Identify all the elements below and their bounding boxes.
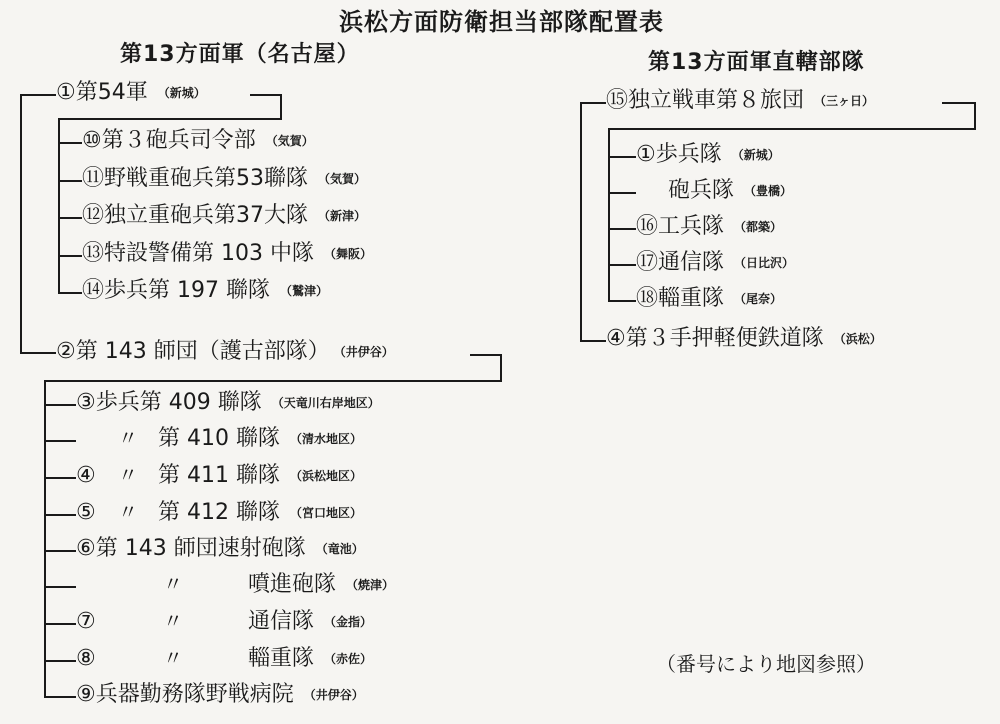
connector-line [608,228,636,230]
location-label: （金指） [324,615,373,629]
location-label: （三ヶ日） [814,94,875,108]
group1-item [82,130,314,152]
right-item [668,180,792,202]
connector-line [20,94,56,96]
unit-label: ⑪野戦重砲兵第53聯隊 [82,166,308,191]
connector-line [580,102,606,104]
unit-label: ⑮独立戦車第８旅団 [606,88,805,113]
unit-label: ⑥ [76,536,96,561]
bracket-line [44,380,502,382]
group2-item [76,538,364,560]
connector-line [44,623,76,625]
bracket-line [500,354,502,380]
connector-line [44,404,76,406]
unit-label: 第 412 聯隊 [158,500,280,525]
group1-trunk-line [58,118,60,292]
location-label: （鷲津） [279,284,328,298]
group2-item [76,684,364,706]
group1-item [82,280,328,302]
location-label: （井伊谷） [303,688,364,702]
bracket-line [250,94,280,96]
unit-label: 輜重隊 [248,646,315,671]
ditto-mark: 〃 [118,463,138,487]
unit-label: ⑧ [76,646,96,671]
unit-label: ⑯工兵隊 [636,214,725,239]
location-label: （気賀） [265,134,314,148]
unit-label: ⑬特設警備第 103 中隊 [82,241,314,266]
unit-label: 兵器勤務隊野戦病院 [95,682,294,707]
location-label: （天竜川右岸地区） [271,396,380,410]
location-label: （気賀） [318,172,367,186]
group1-item [82,168,366,190]
ditto-mark: 〃 [163,572,183,596]
connector-line [608,264,636,266]
group2-item [76,428,362,450]
location-label: （赤佐） [324,652,373,666]
page-title: 浜松方面防衛担当部隊配置表 [339,8,664,36]
connector-line [44,550,76,552]
group2-item [76,502,362,524]
right-group-trunk-line [608,128,610,300]
bracket-line [470,354,500,356]
unit-label: ①歩兵隊 [636,142,722,167]
bracket-line [58,118,282,120]
connector-line [44,660,76,662]
location-label: （浜松地区） [289,469,362,483]
unit-label: ③ [76,390,96,415]
unit-label: 歩兵第 409 聯隊 [95,390,262,415]
connector-line [44,477,76,479]
unit-label: 第 143 師団速射砲隊 [95,536,306,561]
unit-label: ④ [76,463,96,488]
right-item [636,144,780,166]
unit-label: 砲兵隊 [668,178,735,203]
location-label: （焼津） [346,578,395,592]
connector-line [58,142,82,144]
group1-item [82,205,366,227]
unit-label: ⑨ [76,682,96,707]
unit-label: ⑦ [76,609,96,634]
ditto-mark: 〃 [118,426,138,450]
location-label: （宮口地区） [289,506,362,520]
connector-line [608,192,636,194]
location-label: （尾奈） [734,292,783,306]
location-label: （都築） [734,220,783,234]
right-item [636,216,782,238]
location-label: （井伊谷） [339,345,394,359]
group2-label [56,341,394,363]
ditto-mark: 〃 [163,646,183,670]
unit-label: 第 410 聯隊 [158,426,280,451]
connector-line [58,292,82,294]
group2-item [76,611,372,633]
left-trunk-line [20,94,22,352]
ditto-mark: 〃 [118,500,138,524]
connector-line [608,300,636,302]
unit-label: ④第３手押軽便鉄道隊 [606,326,824,351]
bracket-line [942,102,974,104]
location-label: （新津） [318,209,367,223]
unit-label: ⑱輜重隊 [636,286,725,311]
group2-item [76,465,362,487]
connector-line [58,217,82,219]
right-group-label [606,90,874,112]
group2-item [76,574,394,596]
connector-line [58,255,82,257]
location-label: （日比沢） [734,256,795,270]
location-label: （豊橋） [744,184,793,198]
bracket-line [280,94,282,118]
unit-label: ①第54軍 [56,80,148,105]
group2-trunk-line [44,380,46,696]
connector-line [44,586,76,588]
ditto-mark: 〃 [163,609,183,633]
unit-label: 第 411 聯隊 [158,463,280,488]
right-trunk-line [580,102,582,340]
unit-label: ⑤ [76,500,96,525]
location-label: （清水地区） [289,432,362,446]
group2-item [76,392,380,414]
unit-label: 通信隊 [248,609,315,634]
connector-line [580,340,606,342]
unit-label: ⑫独立重砲兵第37大隊 [82,203,308,228]
connector-line [44,514,76,516]
right-item [636,288,782,310]
unit-label: 噴進砲隊 [248,572,337,597]
location-label: （浜松） [833,332,882,346]
connector-line [44,440,76,442]
connector-line [58,180,82,182]
bracket-line [974,102,976,128]
connector-line [608,156,636,158]
group2-item [76,648,372,670]
location-label: （竜池） [315,542,364,556]
unit-label: ⑭歩兵第 197 聯隊 [82,278,270,303]
group1-item [82,243,372,265]
connector-line [20,352,56,354]
unit-label: ②第 143 師団（護古部隊） [56,339,330,364]
location-label: （新城） [157,86,206,100]
connector-line [44,696,76,698]
right-header: 第13方面軍直轄部隊 [648,50,865,75]
unit-label: ⑰通信隊 [636,250,725,275]
left-header: 第13方面軍（名古屋） [120,42,360,67]
location-label: （舞阪） [323,247,372,261]
group1-label [56,82,206,104]
location-label: （新城） [731,148,780,162]
bracket-line [608,128,976,130]
right-item [636,252,794,274]
right-last-item [606,328,882,350]
map-reference-note: （番号により地図参照） [656,652,876,676]
unit-label: ⑩第３砲兵司令部 [82,128,256,153]
